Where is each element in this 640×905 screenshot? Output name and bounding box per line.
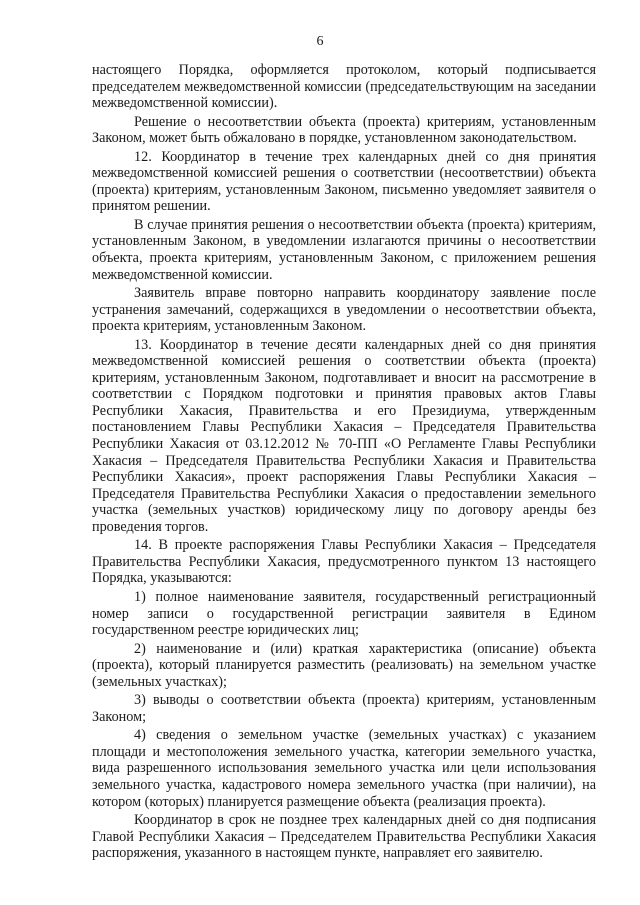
document-body <box>92 62 596 864</box>
page-number: 6 <box>316 34 324 49</box>
paragraph-appeal: Решение о несоответствии объекта (проекта) критериям, установленным Законом, может быть обжаловано в порядке, установленном законодательством. <box>92 113 596 147</box>
paragraph-subitem-3: 3) выводы о соответствии объекта (проекта) критериям, установленным Законом; <box>92 692 596 725</box>
paragraph-continuation: настоящего Порядка, оформляется протоколом, который подписывается председателем межведомственной комиссии (председательствующим на заседании межведомственной комиссии). <box>92 62 596 112</box>
paragraph-item-14: 14. В проекте распоряжения Главы Республики Хакасия – Председателя Правительства Республики Хакасия, предусмотренного пунктом 13 настоящего Порядка, указываются: <box>92 537 596 587</box>
paragraph-coordinator-send: Координатор в срок не позднее трех календарных дней со дня подписания Главой Республики Хакасия – Председателем Правительства Республики Хакасия распоряжения, указанного в настоящем пункте, направляет его заявителю. <box>92 812 596 862</box>
paragraph-item-12: 12. Координатор в течение трех календарных дней со дня принятия межведомственной комиссией решения о соответствии (несоответствии) объекта (проекта) критериям, установленным Законом, письменно уведомляет заявителя о принятом решении. <box>92 148 596 215</box>
paragraph-subitem-1: 1) полное наименование заявителя, государственный регистрационный номер записи о государственной регистрации заявителя в Едином государственном реестре юридических лиц; <box>92 588 596 639</box>
paragraph-reapply: Заявитель вправе повторно направить координатору заявление после устранения замечаний, содержащихся в уведомлении о несоответствии объекта, проекта критериям, установленным Законом. <box>92 285 596 335</box>
paragraph-noncompliance-notice: В случае принятия решения о несоответствии объекта (проекта) критериям, установленным Законом, в уведомлении излагаются причины о несоответствии объекта, проекта критериям, установленным Законом, с приложением решения межведомственной комиссии. <box>92 216 596 283</box>
paragraph-subitem-4: 4) сведения о земельном участке (земельных участках) с указанием площади и местоположения земельного участка, категории земельного участка, вида разрешенного использования земельного участка или цели использования земельного участка, кадастрового номера земельного участка (при наличии), на котором (которых) планируется размещение объекта (реализация проекта). <box>92 727 596 810</box>
paragraph-item-13: 13. Координатор в течение десяти календарных дней со дня принятия межведомственной комиссией решения о соответствии объекта (проекта) критериям, установленным Законом, подготавливает и вносит на рассмотрение в соответствии с Порядком подготовки и принятия правовых актов Главы Республики Хакасия, Правительства и его Президиума, утвержденным постановлением Главы Республики Хакасия – Председателя Правительства Республики Хакасия от 03.12.2012 № 70-ПП «О Регламенте Главы Республики Хакасия – Председателя Правительства Республики Хакасия и Правительства Республики Хакасия», проект распоряжения Главы Республики Хакасия – Председателя Правительства Республики Хакасия о предоставлении земельного участка (земельных участков) юридическому лицу по договору аренды без проведения торгов. <box>92 336 596 535</box>
paragraph-subitem-2: 2) наименование и (или) краткая характеристика (описание) объекта (проекта), который планируется разместить (реализовать) на земельном участке (земельных участках); <box>92 640 596 690</box>
